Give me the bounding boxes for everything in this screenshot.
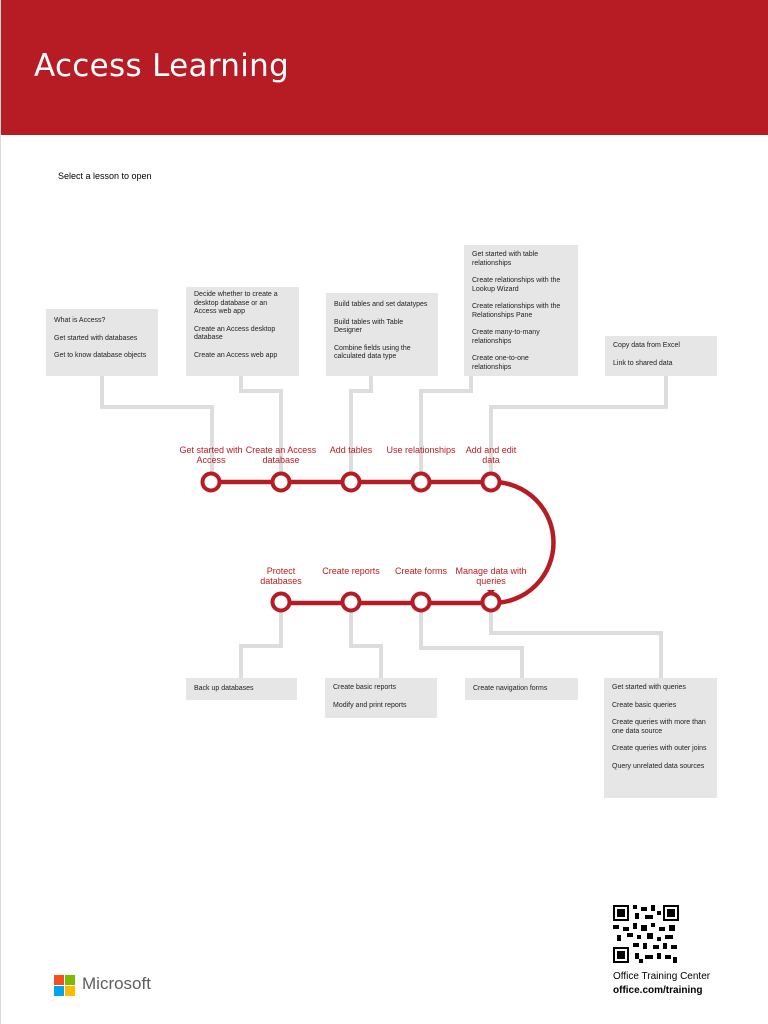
stop-marker-add-tables	[343, 474, 360, 491]
subtitle: Select a lesson to open	[58, 171, 152, 181]
lesson-path-map	[1, 0, 768, 1024]
lesson-box-add-edit-data	[605, 336, 717, 376]
lesson-link[interactable]: Back up databases	[194, 685, 254, 692]
lesson-link[interactable]: Create navigation forms	[473, 685, 548, 692]
microsoft-wordmark: Microsoft	[82, 974, 151, 993]
lesson-link[interactable]: Create basic queries	[612, 701, 677, 709]
logo-square-yellow	[65, 986, 75, 996]
connector-add-tables	[351, 376, 371, 472]
connector-protect-databases	[241, 612, 281, 678]
lesson-link[interactable]: What is Access?	[54, 317, 106, 324]
lesson-box-manage-data	[604, 678, 717, 798]
stop-add-edit-data[interactable]: Add and edit data	[465, 445, 517, 465]
stop-marker-create-reports	[343, 594, 360, 611]
stop-marker-get-started	[203, 474, 220, 491]
lesson-link[interactable]: Build tables with Table Designer	[334, 318, 404, 334]
stop-add-tables[interactable]: Add tables	[329, 445, 373, 455]
connector-create-reports	[351, 612, 381, 678]
stop-protect-databases[interactable]: Protect databases	[260, 566, 302, 586]
lesson-link[interactable]: Modify and print reports	[333, 701, 407, 709]
lesson-link[interactable]: Combine fields using the calculated data type	[334, 344, 411, 360]
stop-create-database[interactable]: Create an Access database	[245, 445, 317, 465]
lesson-link[interactable]: Create basic reports	[333, 684, 397, 691]
training-center-title: Office Training Center	[613, 971, 711, 982]
connector-manage-data	[491, 612, 661, 678]
lesson-link[interactable]: Create an Access desktop database	[194, 325, 276, 341]
stop-marker-add-edit-data	[483, 474, 500, 491]
lesson-box-create-forms	[465, 678, 578, 700]
stop-manage-data[interactable]: Manage data with queries	[455, 566, 527, 586]
stop-marker-protect-databases	[273, 594, 290, 611]
lesson-link[interactable]: Create queries with outer joins	[612, 745, 707, 752]
lesson-link[interactable]: Get to know database objects	[54, 352, 147, 359]
lesson-box-create-reports	[325, 678, 437, 718]
training-center-link[interactable]: office.com/training	[613, 985, 703, 996]
lesson-link[interactable]: Create relationships with the Lookup Wizard	[472, 277, 561, 293]
lesson-box-use-relationships	[464, 245, 578, 376]
lesson-link[interactable]: Create an Access web app	[194, 351, 278, 359]
lesson-box-add-tables	[326, 293, 438, 376]
stop-marker-use-relationships	[413, 474, 430, 491]
page-title: Access Learning	[34, 48, 290, 84]
lesson-link[interactable]: Get started with queries	[612, 684, 686, 691]
lesson-link[interactable]: Get started with databases	[54, 334, 138, 342]
lesson-box-protect-databases	[186, 678, 297, 700]
lesson-link[interactable]: Create queries with more than one data source	[612, 719, 706, 735]
logo-square-green	[65, 975, 75, 985]
microsoft-logo-icon	[54, 975, 75, 996]
lesson-box-create-database	[186, 287, 299, 376]
lesson-link[interactable]: Query unrelated data sources	[612, 762, 705, 770]
stop-marker-create-database	[273, 474, 290, 491]
stop-create-reports[interactable]: Create reports	[322, 566, 380, 576]
qr-code-icon	[613, 905, 679, 963]
stop-use-relationships[interactable]: Use relationships	[386, 445, 456, 455]
connector-create-forms	[421, 612, 522, 678]
stop-create-forms[interactable]: Create forms	[394, 566, 447, 576]
stop-marker-create-forms	[413, 594, 430, 611]
lesson-link[interactable]: Link to shared data	[613, 359, 673, 367]
lesson-box-get-started	[46, 309, 158, 376]
logo-square-blue	[54, 986, 64, 996]
lesson-link[interactable]: Get started with table relationships	[472, 251, 539, 267]
stop-get-started[interactable]: Get started with Access	[179, 445, 243, 465]
lesson-link[interactable]: Copy data from Excel	[613, 342, 680, 349]
lesson-link[interactable]: Create many-to-many relationships	[472, 329, 540, 345]
logo-square-red	[54, 975, 64, 985]
stop-marker-manage-data	[483, 594, 500, 611]
lesson-link[interactable]: Create one-to-one relationships	[472, 355, 529, 371]
lesson-link[interactable]: Build tables and set datatypes	[334, 301, 428, 308]
lesson-link[interactable]: Create relationships with the Relationships Pane	[472, 303, 561, 319]
lesson-link[interactable]: Decide whether to create a desktop database or an Access web app	[194, 291, 278, 315]
